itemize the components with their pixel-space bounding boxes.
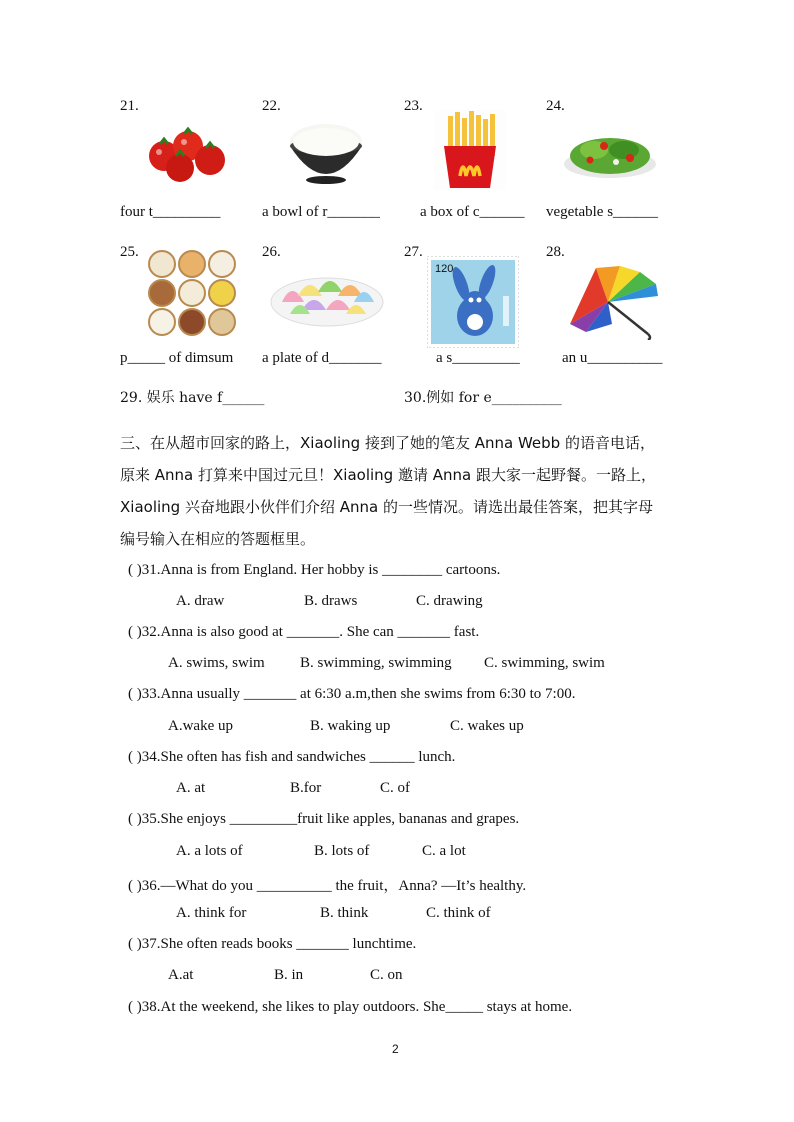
question-36-option-c: C. think of [426, 905, 491, 921]
question-34-option-b: B.for [290, 780, 322, 796]
question-32-option-b: B. swimming, swimming [300, 655, 452, 671]
question-37-option-c: C. on [370, 967, 403, 983]
item-25-number: 25. [120, 244, 139, 260]
question-33-option-a: A.wake up [168, 718, 233, 734]
question-32: ( )32.Anna is also good at _______. She can _______ fast. [128, 624, 480, 640]
dumplings-image [268, 262, 386, 330]
item-24-caption: vegetable s______ [546, 204, 659, 220]
question-33-option-b: B. waking up [310, 718, 391, 734]
tomatoes-image [140, 120, 236, 186]
item-22-caption: a bowl of r_______ [262, 204, 380, 220]
question-31-option-b: B. draws [304, 593, 358, 609]
item-23-number: 23. [404, 98, 423, 114]
stamp-value-text: 120 [435, 263, 454, 275]
question-35-option-a: A. a lots of [176, 843, 243, 859]
section3-line1: 三、在从超市回家的路上，Xiaoling 接到了她的笔友 Anna Webb 的语音电话， [120, 434, 655, 452]
item-29: 29. 娱乐 have f______ [120, 390, 265, 406]
question-34-option-a: A. at [176, 780, 206, 796]
section3-line3: Xiaoling 兴奋地跟小伙伴们介绍 Anna 的一些情况。请选出最佳答案，把其字母 [120, 498, 653, 516]
question-33: ( )33.Anna usually _______ at 6:30 a.m,then she swims from 6:30 to 7:00. [128, 686, 576, 702]
question-33-option-c: C. wakes up [450, 718, 524, 734]
item-23-caption: a box of c______ [420, 204, 525, 220]
rice-bowl-image [286, 120, 366, 186]
page-number: 2 [392, 1042, 399, 1056]
dimsum-image [146, 250, 238, 336]
item-27-number: 27. [404, 244, 423, 260]
question-31-option-a: A. draw [176, 593, 225, 609]
salad-image [560, 120, 660, 182]
item-26-number: 26. [262, 244, 281, 260]
item-27-caption: a s_________ [436, 350, 520, 366]
question-38: ( )38.At the weekend, she likes to play outdoors. She_____ stays at home. [128, 999, 573, 1015]
section3-line2: 原来 Anna 打算来中国过元旦！Xiaoling 邀请 Anna 跟大家一起野餐。一路上， [120, 466, 656, 484]
question-35: ( )35.She enjoys _________fruit like apples, bananas and grapes. [128, 811, 520, 827]
item-28-number: 28. [546, 244, 565, 260]
question-32-option-a: A. swims, swim [168, 655, 265, 671]
question-34: ( )34.She often has fish and sandwiches ______ lunch. [128, 749, 456, 765]
umbrella-image [566, 262, 662, 340]
item-21-number: 21. [120, 98, 139, 114]
stamp-image [427, 256, 519, 348]
question-31-option-c: C. drawing [416, 593, 483, 609]
question-35-option-b: B. lots of [314, 843, 370, 859]
item-26-caption: a plate of d_______ [262, 350, 382, 366]
item-24-number: 24. [546, 98, 565, 114]
question-37-option-b: B. in [274, 967, 304, 983]
question-35-option-c: C. a lot [422, 843, 466, 859]
item-21-caption: four t_________ [120, 204, 221, 220]
question-37: ( )37.She often reads books _______ lunchtime. [128, 936, 417, 952]
question-31: ( )31.Anna is from England. Her hobby is ________ cartoons. [128, 562, 501, 578]
question-36-option-a: A. think for [176, 905, 247, 921]
item-25-caption: p_____ of dimsum [120, 350, 234, 366]
question-36: ( )36.—What do you __________ the fruit，Anna? —It’s healthy. [128, 878, 527, 894]
question-37-option-a: A.at [168, 967, 194, 983]
item-30: 30.例如 for e__________ [404, 390, 562, 406]
question-34-option-c: C. of [380, 780, 410, 796]
french-fries-image [434, 110, 506, 190]
section3-line4: 编号输入在相应的答题框里。 [120, 530, 316, 548]
question-36-option-b: B. think [320, 905, 369, 921]
item-28-caption: an u__________ [562, 350, 663, 366]
item-22-number: 22. [262, 98, 281, 114]
question-32-option-c: C. swimming, swim [484, 655, 605, 671]
